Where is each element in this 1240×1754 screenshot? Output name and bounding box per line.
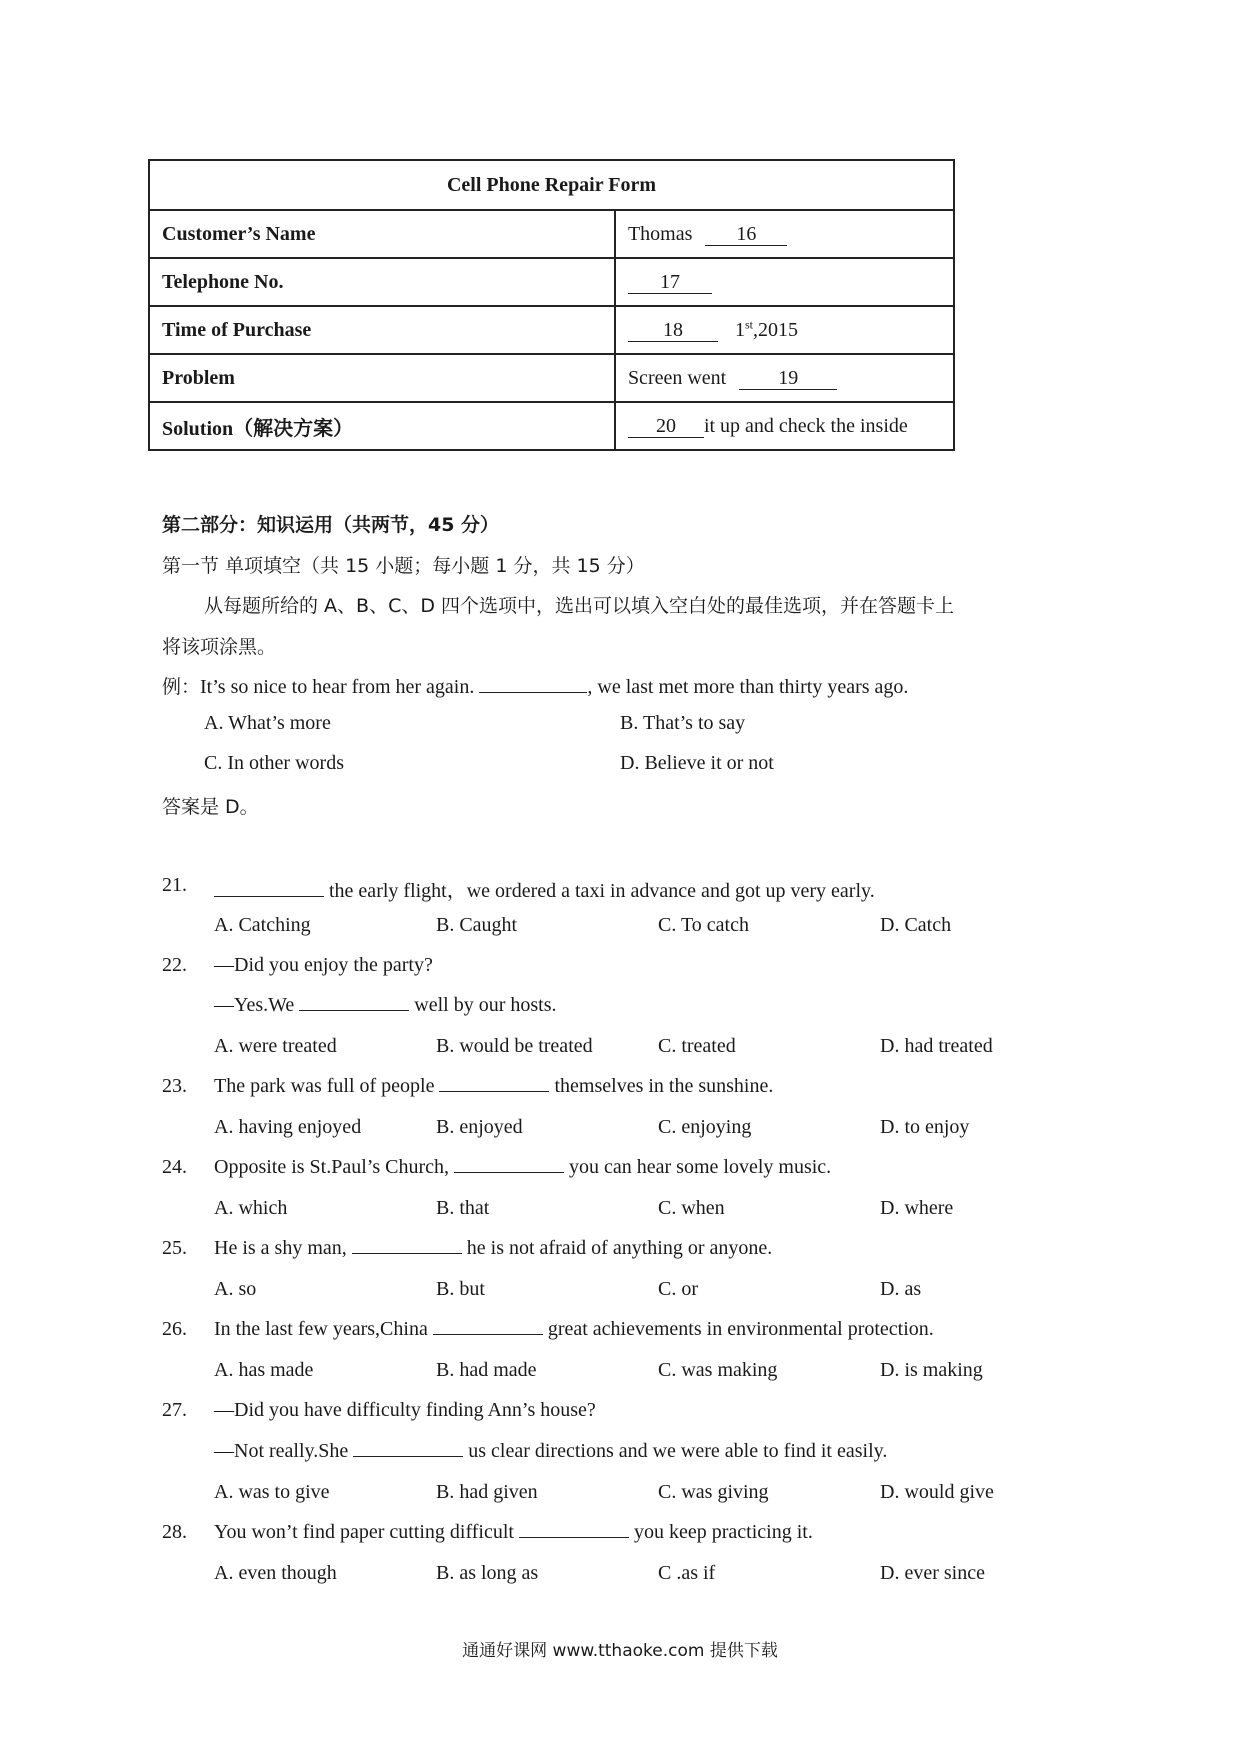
option-d: D. had treated <box>880 1035 993 1057</box>
answer-blank-20: 20 <box>628 416 704 438</box>
part-title: 第二部分：知识运用（共两节，45 分） <box>162 514 500 536</box>
form-row-problem <box>149 354 954 402</box>
form-title-row <box>149 160 954 210</box>
value-suffix: it up and check the inside <box>703 414 908 437</box>
option-a: A. even though <box>214 1562 337 1584</box>
option-a: A. which <box>214 1197 288 1219</box>
option-b: B. but <box>436 1278 485 1300</box>
question-stem: In the last few years,China great achievements in environmental protection. <box>214 1318 934 1340</box>
option-c: C. enjoying <box>658 1116 752 1138</box>
value-prefix: Thomas <box>627 222 693 245</box>
option-d: D. Catch <box>880 914 952 936</box>
form-label: Customer’s Name <box>149 210 615 258</box>
option-a: A. so <box>214 1278 257 1300</box>
answer-blank-19: 19 <box>739 368 837 390</box>
option-b: B. as long as <box>436 1562 539 1584</box>
form-label: Problem <box>149 354 615 402</box>
option-a: A. has made <box>214 1359 314 1381</box>
question-number: 23. <box>162 1075 187 1097</box>
form-label: Time of Purchase <box>149 306 615 354</box>
option-a: A. Catching <box>214 914 311 936</box>
form-row-name <box>149 210 954 258</box>
option-a: A. were treated <box>214 1035 337 1057</box>
option-d: D. would give <box>880 1481 994 1503</box>
question-dialogue-line: —Did you enjoy the party? <box>214 954 433 976</box>
option-b: B. had made <box>436 1359 537 1381</box>
form-row-telephone <box>149 258 954 306</box>
question-number: 22. <box>162 954 187 976</box>
form-label: Solution（解决方案） <box>149 402 615 450</box>
example-option-a: A. What’s more <box>204 712 331 734</box>
question-stem: The park was full of people themselves in the sunshine. <box>214 1075 774 1097</box>
footer-source: 通通好课网 www.tthaoke.com 提供下载 <box>462 1641 778 1661</box>
answer-blank-18: 18 <box>628 320 718 342</box>
question-number: 28. <box>162 1521 187 1543</box>
answer-gap <box>479 676 587 693</box>
option-d: D. to enjoy <box>880 1116 970 1138</box>
option-d: D. is making <box>880 1359 983 1381</box>
section-subtitle: 第一节 单项填空（共 15 小题；每小题 1 分，共 15 分） <box>162 555 645 577</box>
option-c: C. To catch <box>658 914 749 936</box>
option-c: C. when <box>658 1197 725 1219</box>
form-value <box>615 258 954 306</box>
option-b: B. enjoyed <box>436 1116 523 1138</box>
example-stem: 例：It’s so nice to hear from her again. , we last met more than thirty years ago. <box>162 676 909 698</box>
form-value <box>615 402 954 450</box>
option-c: C. treated <box>658 1035 736 1057</box>
option-c: C. or <box>658 1278 698 1300</box>
form-row-solution <box>149 402 954 450</box>
option-c: C. was giving <box>658 1481 769 1503</box>
option-a: A. having enjoyed <box>214 1116 362 1138</box>
option-d: D. where <box>880 1197 954 1219</box>
question-stem: the early flight，we ordered a taxi in advance and got up very early. <box>214 874 875 903</box>
form-title: Cell Phone Repair Form <box>149 160 954 210</box>
question-stem: You won’t find paper cutting difficult you keep practicing it. <box>214 1521 813 1543</box>
example-option-c: C. In other words <box>204 752 344 774</box>
form-value <box>615 210 954 258</box>
option-d: D. ever since <box>880 1562 985 1584</box>
purchase-date: 1st,2015 <box>734 316 798 341</box>
example-option-d: D. Believe it or not <box>620 752 774 774</box>
form-value <box>615 354 954 402</box>
question-number: 24. <box>162 1156 187 1178</box>
question-stem: —Not really.She us clear directions and we were able to find it easily. <box>214 1440 888 1462</box>
question-stem: —Yes.We well by our hosts. <box>214 994 557 1016</box>
instruction-line-2: 将该项涂黑。 <box>162 636 277 658</box>
example-answer: 答案是 D。 <box>162 796 259 818</box>
question-number: 25. <box>162 1237 187 1259</box>
option-a: A. was to give <box>214 1481 330 1503</box>
question-dialogue-line: —Did you have difficulty finding Ann’s house? <box>214 1399 596 1421</box>
option-d: D. as <box>880 1278 922 1300</box>
example-option-b: B. That’s to say <box>620 712 746 734</box>
answer-blank-17: 17 <box>628 272 712 294</box>
option-b: B. would be treated <box>436 1035 593 1057</box>
instruction-line-1: 从每题所给的 A、B、C、D 四个选项中，选出可以填入空白处的最佳选项，并在答题卡上 <box>204 595 955 617</box>
option-c: C. was making <box>658 1359 778 1381</box>
answer-blank-16: 16 <box>705 224 787 246</box>
form-label: Telephone No. <box>149 258 615 306</box>
value-prefix: Screen went <box>627 366 727 389</box>
question-stem: He is a shy man, he is not afraid of anything or anyone. <box>214 1237 773 1259</box>
option-b: B. had given <box>436 1481 538 1503</box>
option-c: C .as if <box>658 1562 716 1584</box>
question-stem: Opposite is St.Paul’s Church, you can hear some lovely music. <box>214 1156 832 1178</box>
question-number: 26. <box>162 1318 187 1340</box>
repair-form-table <box>148 159 955 451</box>
question-number: 27. <box>162 1399 187 1421</box>
option-b: B. Caught <box>436 914 518 936</box>
form-row-purchase-time <box>149 306 954 354</box>
form-value <box>615 306 954 354</box>
option-b: B. that <box>436 1197 490 1219</box>
question-number: 21. <box>162 874 187 896</box>
